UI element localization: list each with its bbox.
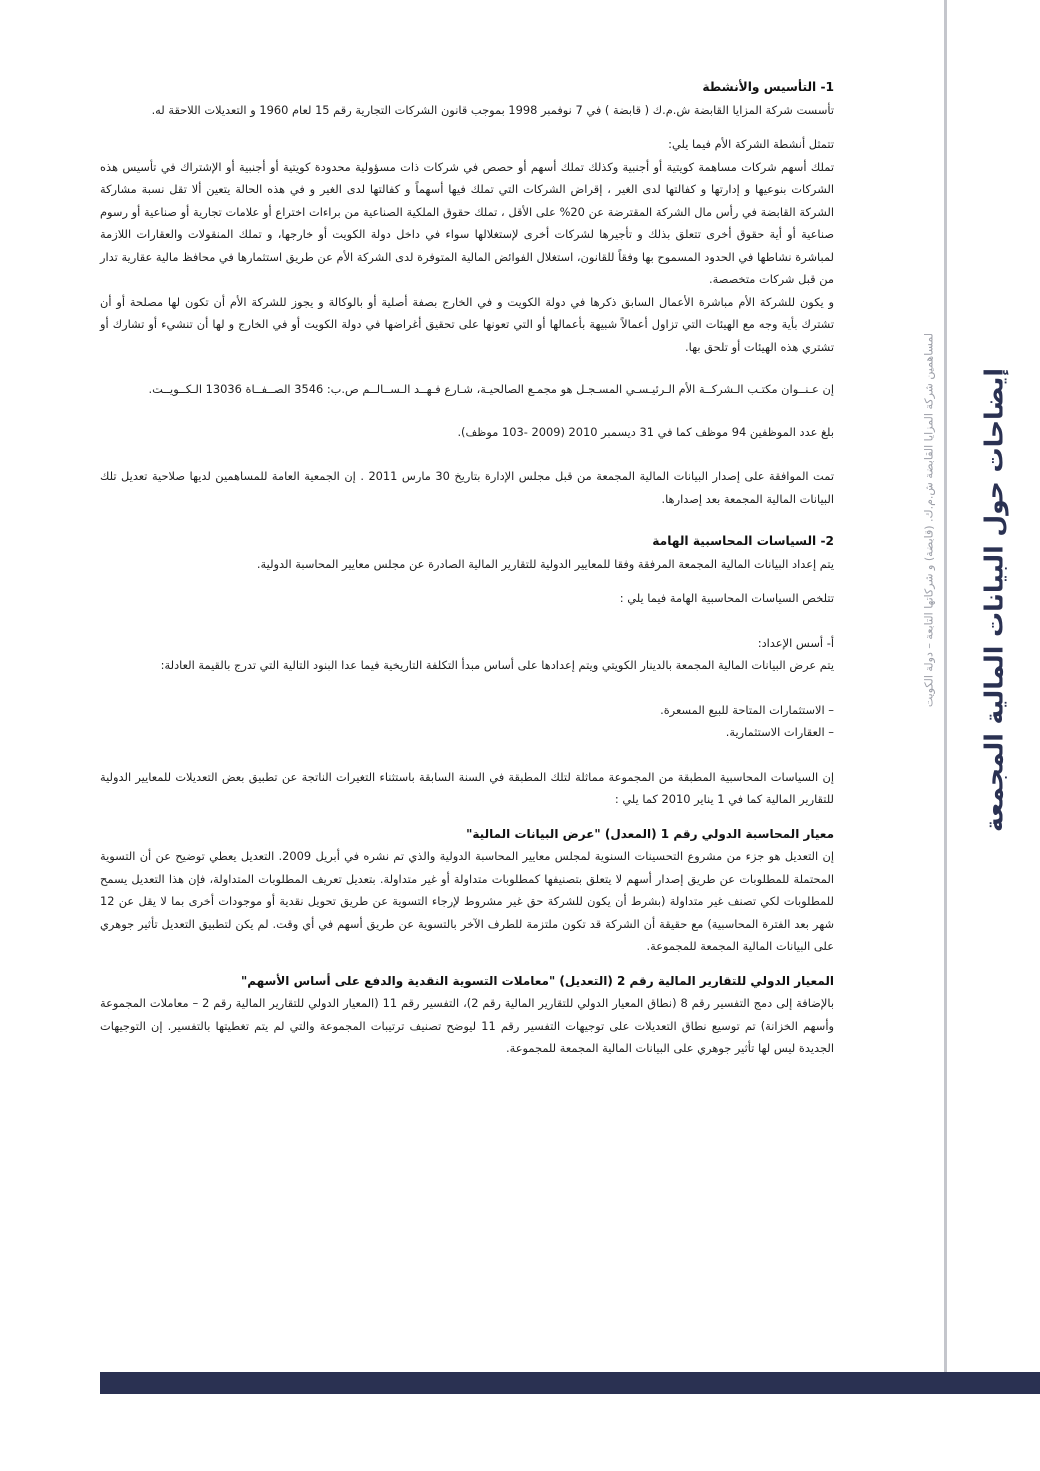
activities-paragraph: تملك أسهم شركات مساهمة كويتية أو أجنبية وكذلك تملك أسهم أو حصص في شركات ذات مسؤولية محدودة كويتية أو أجنبية أو الإشتراك في تأسيس هذه الشركات بنوعيها و إدارتها و كفالتها لدى الغير ، إقراض الشركات التي تملك فيها أسهماً و كفالتها لدى الغير و في هذه الحالة يتعين ألا تقل نسبة مشاركة الشركة القابضة في رأس مال الشركة المقترضة عن 20% على الأقل ، تملك حقوق الملكية الصناعية من براءات اختراع أو علامات تجارية أو صناعية أو رسوم صناعية أو أية حقوق أخرى تتعلق بذلك و تأجيرها لشركات أخرى لإستغلالها سواء في داخل دولة الكويت أو خارجها، و تملك المنقولات والعقارات اللازمة لمباشرة نشاطها في الحدود المسموح بها وفقاً للقانون، استغلال الفوائض المالية المتوفرة لدى الشركة الأم عن طريق استثمارها في محافظ مالية عقارية تدار من قبل شركات متخصصة.: [100, 159, 834, 286]
consistency-paragraph: إن السياسات المحاسبية المطبقة من المجموعة مماثلة لتلك المطبقة في السنة السابقة باستثناء التغيرات الناتجة عن تطبيق بعض التعديلات للمعايير الدولية للتقارير المالية كما في 1 يناير 2010 كما يلي :: [100, 769, 834, 806]
side-subtitle: لمساهمين شركة المزايا القابضة ش.م.ك. (قابضة) و شركاتها التابعة – دولة الكويت: [922, 332, 936, 708]
preparation-paragraph: يتم عرض البيانات المالية المجمعة بالدينار الكويتي ويتم إعدادها على أساس مبدأ التكلفة التاريخية فيما عدا البنود التالية التي تدرج بالقيمة العادلة:: [160, 658, 834, 672]
approval-paragraph: تمت الموافقة على إصدار البيانات المالية المجمعة من قبل مجلس الإدارة بتاريخ 30 مارس 2011 . إن الجمعية العامة للمساهمين لديها صلاحية تعديل تلك البيانات المالية المجمعة بعد إصدارها.: [100, 469, 835, 506]
summary-paragraph: تتلخص السياسات المحاسبية الهامة فيما يلي :: [619, 591, 834, 605]
abroad-paragraph: و يكون للشركة الأم مباشرة الأعمال السابق ذكرها في دولة الكويت و في الخارج بصفة أصلية أو بالوكالة و يجوز للشركة الأم أن تكون لها مصلحة أو أن تشترك بأية وجه مع الهيئات التي تزاول أعمالاً شبيهة بأعمالها أو التي تعونها على تحقيق أغراضها في دولة الكويت أو في الخارج و لها أن تنشيء أو تشارك أو تشتري هذه الهيئات أو تلحق بها.: [100, 294, 834, 354]
ifrs2-heading: المعيار الدولي للتقارير المالية رقم 2 (التعديل) "معاملات التسوية النقدية والدفع على أساس الأسهم": [240, 973, 834, 988]
footer-band: [100, 1372, 1040, 1394]
activities-intro: تتمثل أنشطة الشركة الأم فيما يلي:: [668, 137, 834, 151]
section-1-heading: 1- التأسيس والأنشطة: [702, 80, 834, 94]
ifrs2-paragraph: بالإضافة إلى دمج التفسير رقم 8 (نطاق المعيار الدولي للتقارير المالية رقم 2)، التفسير رقم 11 (المعيار الدولي للتقارير المالية رقم 2 – معاملات المجموعة وأسهم الخزانة) تم توسيع نطاق التعديلات على توجيهات التفسير رقم 11 ليوضح تصنيف ترتيبات المجموعة والتي لم يتم تغطيتها بالتفسير. إن التوجيهات الجديدة ليس لها تأثير جوهري على البيانات المالية المجمعة للمجموعة.: [100, 996, 834, 1055]
list-item: – العقارات الاستثمارية.: [725, 725, 834, 739]
basis-paragraph: يتم إعداد البيانات المالية المجمعة المرفقة وفقا للمعايير الدولية للتقارير المالية الصادرة عن مجلس معايير المحاسبة الدولية.: [256, 556, 834, 571]
preparation-label: أ- أسس الإعداد:: [757, 635, 834, 650]
ias1-paragraph: إن التعديل هو جزء من مشروع التحسينات السنوية لمجلس معايير المحاسبة الدولية والذي تم نشره في أبريل 2009. التعديل يعطي توضيح عن أن التسوية المحتملة للمطلوبات عن طريق إصدار أسهم لا يتعلق بتصنيفها كمطلوبات متداولة أو غير متداولة. بتعديل تعريف المطلوبات المتداولة، فإن هذا التعديل يسمح للمطلوبات لكي تصنف غير متداولة (بشرط أن يكون للشركة حق غير مشروط لإرجاء التسوية عن طريق تحويل نقدية أو موجودات أخرى بما لا يقل عن 12 شهر بعد الفترة المحاسبية) مع حقيقة أن الشركة قد تكون ملتزمة للطرف الآخر بالتسوية عن طريق أسهم في أي وقت. لم يكن لتطبيق التعديل تأثير جوهري على البيانات المالية المجمعة للمجموعة.: [100, 849, 834, 953]
employees-paragraph: بلغ عدد الموظفين 94 موظف كما في 31 ديسمبر 2010 (2009 -103 موظف).: [457, 424, 834, 439]
side-title: إيضاحات حول البيانات المالية المجمعة: [979, 368, 1009, 832]
section-2-heading: 2- السياسات المحاسبية الهامة: [652, 534, 834, 548]
list-item: – الاستثمارات المتاحة للبيع المسعرة.: [660, 702, 834, 717]
founding-paragraph: تأسست شركة المزايا القابضة ش.م.ك ( قابضة ) في 7 نوفمبر 1998 بموجب قانون الشركات التجارية رقم 15 لعام 1960 و التعديلات اللاحقة له.: [151, 102, 834, 117]
vertical-divider: [944, 0, 947, 1380]
ias1-heading: معيار المحاسبة الدولي رقم 1 (المعدل) "عرض البيانات المالية": [466, 826, 834, 841]
address-paragraph: إن عـنــوان مكتـب الـشركــة الأم الـرئيـسـي المسـجـل هو مجمـع الصالحيـة، شـارع فـهــد الـســالــم ص.ب: 3546 الصــفــاة 13036 الـكــويــت.: [148, 382, 834, 396]
document-body: [100, 76, 834, 1060]
